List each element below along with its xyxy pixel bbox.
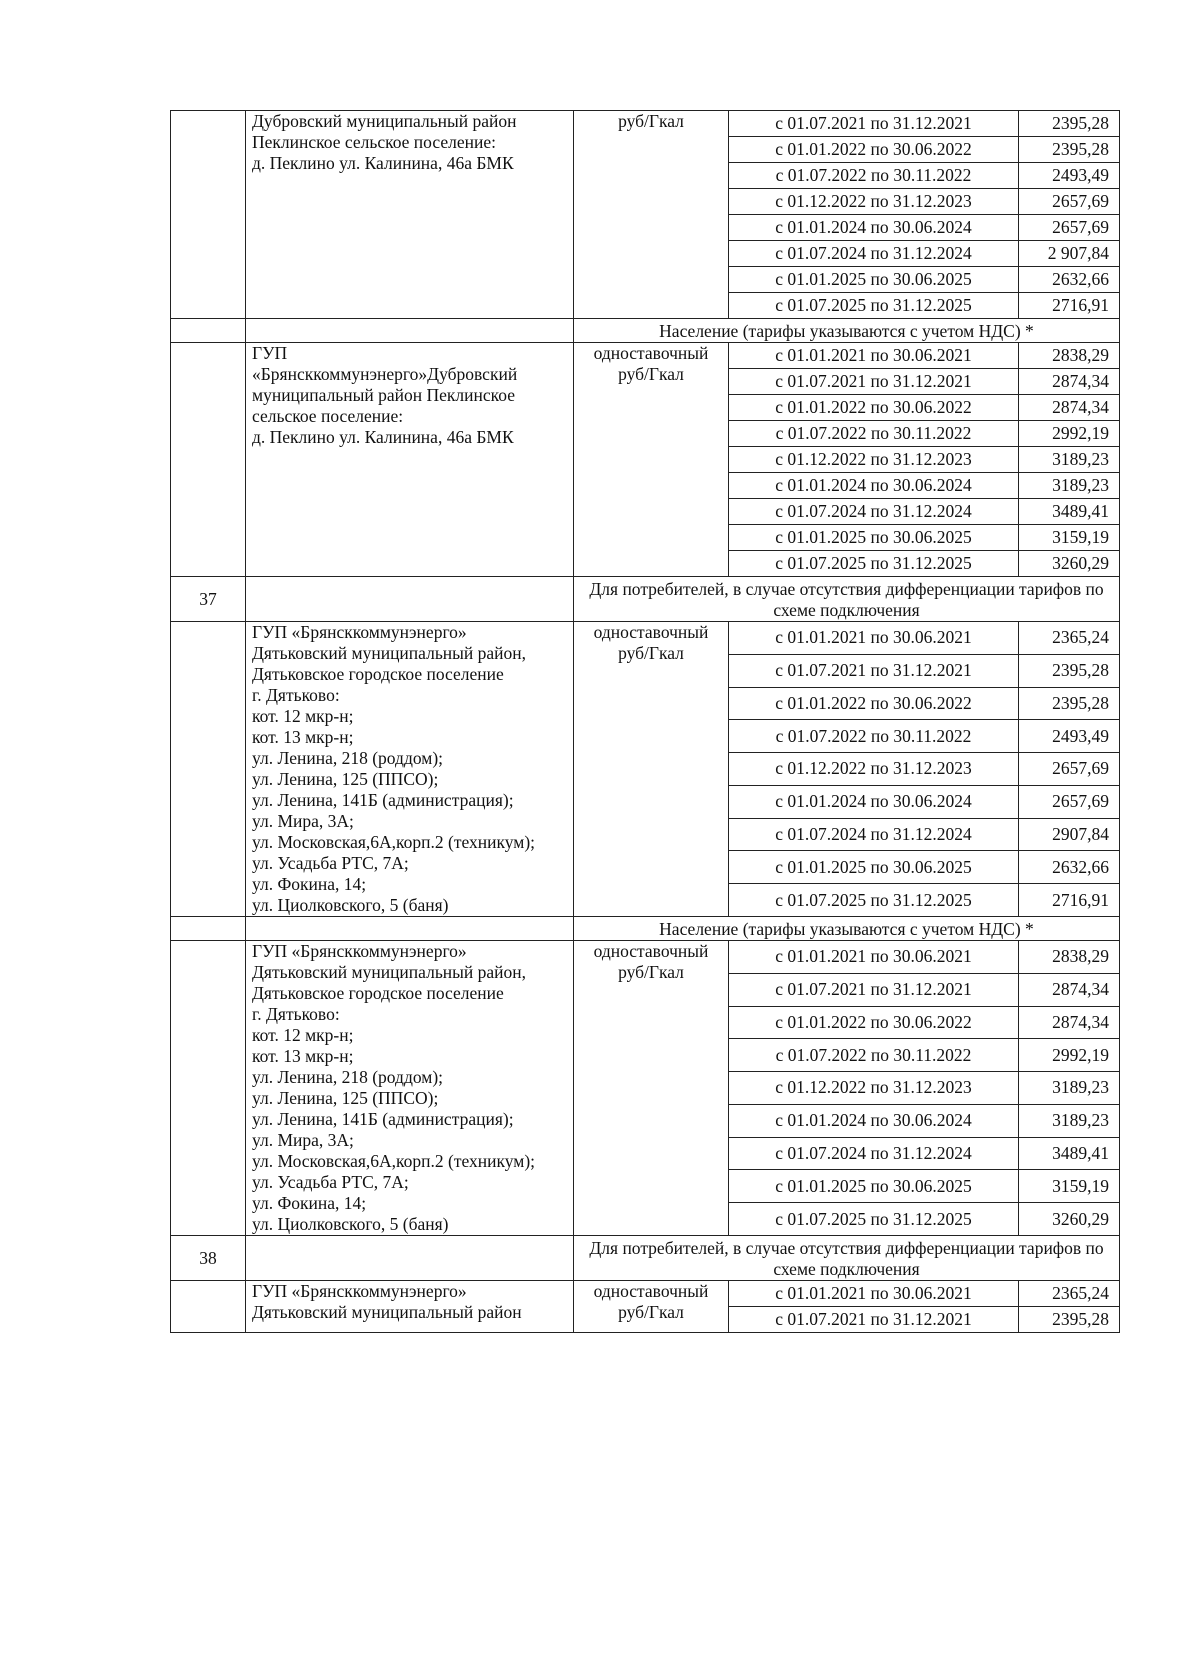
tariff-value-cell: 2657,69 [1019, 753, 1120, 786]
empty-cell [246, 1236, 574, 1281]
organization-cell: Дубровский муниципальный район Пеклинское сельское поселение: д. Пеклино ул. Калинина, 46а БМК [246, 111, 574, 319]
tariff-value-cell: 2 907,84 [1019, 241, 1120, 267]
tariff-value-cell: 2838,29 [1019, 941, 1120, 974]
period-cell: с 01.01.2025 по 30.06.2025 [729, 1170, 1019, 1203]
tariff-value-cell: 2657,69 [1019, 215, 1120, 241]
section-header-row [171, 577, 1120, 622]
unit-cell: одноставочный руб/Гкал [574, 941, 729, 1236]
period-cell: с 01.07.2024 по 31.12.2024 [729, 1137, 1019, 1170]
tariff-value-cell: 2395,28 [1019, 1307, 1120, 1333]
tariff-value-cell: 3489,41 [1019, 499, 1120, 525]
tariff-value-cell: 2874,34 [1019, 369, 1120, 395]
period-cell: с 01.01.2021 по 30.06.2021 [729, 1281, 1019, 1307]
period-cell: с 01.01.2024 по 30.06.2024 [729, 473, 1019, 499]
tariff-value-cell: 2365,24 [1019, 1281, 1120, 1307]
section-header-row [171, 1236, 1120, 1281]
period-cell: с 01.07.2025 по 31.12.2025 [729, 884, 1019, 917]
tariff-row [171, 343, 1120, 369]
period-cell: с 01.07.2021 по 31.12.2021 [729, 1307, 1019, 1333]
tariff-value-cell: 3189,23 [1019, 1072, 1120, 1105]
tariff-value-cell: 2992,19 [1019, 1039, 1120, 1072]
tariff-value-cell: 2716,91 [1019, 884, 1120, 917]
document-page [170, 110, 1119, 1333]
tariff-value-cell: 2493,49 [1019, 720, 1120, 753]
period-cell: с 01.07.2021 по 31.12.2021 [729, 111, 1019, 137]
period-cell: с 01.01.2021 по 30.06.2021 [729, 941, 1019, 974]
tariff-value-cell: 2874,34 [1019, 973, 1120, 1006]
period-cell: с 01.07.2021 по 31.12.2021 [729, 654, 1019, 687]
period-cell: с 01.01.2022 по 30.06.2022 [729, 137, 1019, 163]
unit-cell: руб/Гкал [574, 111, 729, 319]
row-number [171, 1281, 246, 1333]
period-cell: с 01.07.2021 по 31.12.2021 [729, 973, 1019, 1006]
period-cell: с 01.07.2024 по 31.12.2024 [729, 499, 1019, 525]
tariff-value-cell: 2632,66 [1019, 267, 1120, 293]
tariff-value-cell: 3260,29 [1019, 551, 1120, 577]
period-cell: с 01.07.2025 по 31.12.2025 [729, 1203, 1019, 1236]
tariff-value-cell: 2632,66 [1019, 851, 1120, 884]
tariff-value-cell: 2907,84 [1019, 818, 1120, 851]
period-cell: с 01.07.2025 по 31.12.2025 [729, 551, 1019, 577]
tariff-row [171, 941, 1120, 974]
period-cell: с 01.12.2022 по 31.12.2023 [729, 447, 1019, 473]
period-cell: с 01.07.2022 по 30.11.2022 [729, 1039, 1019, 1072]
tariff-value-cell: 2493,49 [1019, 163, 1120, 189]
row-number [171, 111, 246, 319]
tariff-table [170, 110, 1120, 1333]
tariff-value-cell: 2874,34 [1019, 1006, 1120, 1039]
empty-cell [246, 917, 574, 941]
tariff-value-cell: 2365,24 [1019, 622, 1120, 655]
section-header-text: Для потребителей, в случае отсутствия дифференциации тарифов по схеме подключения [574, 1236, 1120, 1281]
row-number [171, 622, 246, 917]
period-cell: с 01.01.2024 по 30.06.2024 [729, 785, 1019, 818]
period-cell: с 01.12.2022 по 31.12.2023 [729, 189, 1019, 215]
unit-cell: одноставочный руб/Гкал [574, 622, 729, 917]
tariff-table-body [171, 111, 1120, 1333]
empty-cell [246, 577, 574, 622]
period-cell: с 01.01.2025 по 30.06.2025 [729, 851, 1019, 884]
section-header-text: Население (тарифы указываются с учетом НДС) * [574, 319, 1120, 343]
period-cell: с 01.12.2022 по 31.12.2023 [729, 1072, 1019, 1105]
period-cell: с 01.07.2024 по 31.12.2024 [729, 241, 1019, 267]
period-cell: с 01.07.2022 по 30.11.2022 [729, 421, 1019, 447]
tariff-row [171, 111, 1120, 137]
tariff-row [171, 622, 1120, 655]
row-number: 37 [171, 577, 246, 622]
empty-cell [246, 319, 574, 343]
unit-cell: одноставочный руб/Гкал [574, 1281, 729, 1333]
tariff-value-cell: 3159,19 [1019, 525, 1120, 551]
period-cell: с 01.01.2024 по 30.06.2024 [729, 1104, 1019, 1137]
tariff-value-cell: 3260,29 [1019, 1203, 1120, 1236]
period-cell: с 01.01.2024 по 30.06.2024 [729, 215, 1019, 241]
period-cell: с 01.07.2025 по 31.12.2025 [729, 293, 1019, 319]
tariff-value-cell: 3189,23 [1019, 1104, 1120, 1137]
tariff-value-cell: 2657,69 [1019, 189, 1120, 215]
tariff-value-cell: 2395,28 [1019, 137, 1120, 163]
tariff-value-cell: 2657,69 [1019, 785, 1120, 818]
section-header-row [171, 319, 1120, 343]
organization-cell: ГУП «Брянсккоммунэнерго» Дятьковский муниципальный район [246, 1281, 574, 1333]
period-cell: с 01.01.2022 по 30.06.2022 [729, 1006, 1019, 1039]
unit-cell: одноставочный руб/Гкал [574, 343, 729, 577]
period-cell: с 01.01.2021 по 30.06.2021 [729, 343, 1019, 369]
period-cell: с 01.12.2022 по 31.12.2023 [729, 753, 1019, 786]
period-cell: с 01.01.2025 по 30.06.2025 [729, 525, 1019, 551]
tariff-value-cell: 2838,29 [1019, 343, 1120, 369]
row-number: 38 [171, 1236, 246, 1281]
row-number [171, 319, 246, 343]
row-number [171, 941, 246, 1236]
tariff-value-cell: 2992,19 [1019, 421, 1120, 447]
section-header-row [171, 917, 1120, 941]
organization-cell: ГУП «Брянсккоммунэнерго»Дубровский муниципальный район Пеклинское сельское поселение: д. Пеклино ул. Калинина, 46а БМК [246, 343, 574, 577]
organization-cell: ГУП «Брянсккоммунэнерго» Дятьковский муниципальный район, Дятьковское городское поселение г. Дятьково: кот. 12 мкр-н; кот. 13 мкр-н; ул. Ленина, 218 (роддом); ул. Ленина, 125 (ППСО); ул. Ленина, 141Б (администрация); ул. Мира, 3А; ул. Московская,6А,корп.2 (техникум); ул. Усадьба РТС, 7А; ул. Фокина, 14; ул. Циолковского, 5 (баня) [246, 941, 574, 1236]
tariff-value-cell: 2395,28 [1019, 654, 1120, 687]
tariff-value-cell: 3159,19 [1019, 1170, 1120, 1203]
tariff-value-cell: 3489,41 [1019, 1137, 1120, 1170]
tariff-value-cell: 2395,28 [1019, 111, 1120, 137]
row-number [171, 917, 246, 941]
period-cell: с 01.01.2022 по 30.06.2022 [729, 687, 1019, 720]
tariff-value-cell: 2716,91 [1019, 293, 1120, 319]
tariff-value-cell: 2874,34 [1019, 395, 1120, 421]
period-cell: с 01.07.2021 по 31.12.2021 [729, 369, 1019, 395]
tariff-value-cell: 3189,23 [1019, 447, 1120, 473]
tariff-row [171, 1281, 1120, 1307]
period-cell: с 01.01.2021 по 30.06.2021 [729, 622, 1019, 655]
period-cell: с 01.07.2022 по 30.11.2022 [729, 720, 1019, 753]
tariff-value-cell: 3189,23 [1019, 473, 1120, 499]
period-cell: с 01.07.2024 по 31.12.2024 [729, 818, 1019, 851]
row-number [171, 343, 246, 577]
period-cell: с 01.01.2022 по 30.06.2022 [729, 395, 1019, 421]
tariff-value-cell: 2395,28 [1019, 687, 1120, 720]
period-cell: с 01.07.2022 по 30.11.2022 [729, 163, 1019, 189]
organization-cell: ГУП «Брянсккоммунэнерго» Дятьковский муниципальный район, Дятьковское городское поселение г. Дятьково: кот. 12 мкр-н; кот. 13 мкр-н; ул. Ленина, 218 (роддом); ул. Ленина, 125 (ППСО); ул. Ленина, 141Б (администрация); ул. Мира, 3А; ул. Московская,6А,корп.2 (техникум); ул. Усадьба РТС, 7А; ул. Фокина, 14; ул. Циолковского, 5 (баня) [246, 622, 574, 917]
section-header-text: Население (тарифы указываются с учетом НДС) * [574, 917, 1120, 941]
section-header-text: Для потребителей, в случае отсутствия дифференциации тарифов по схеме подключения [574, 577, 1120, 622]
period-cell: с 01.01.2025 по 30.06.2025 [729, 267, 1019, 293]
